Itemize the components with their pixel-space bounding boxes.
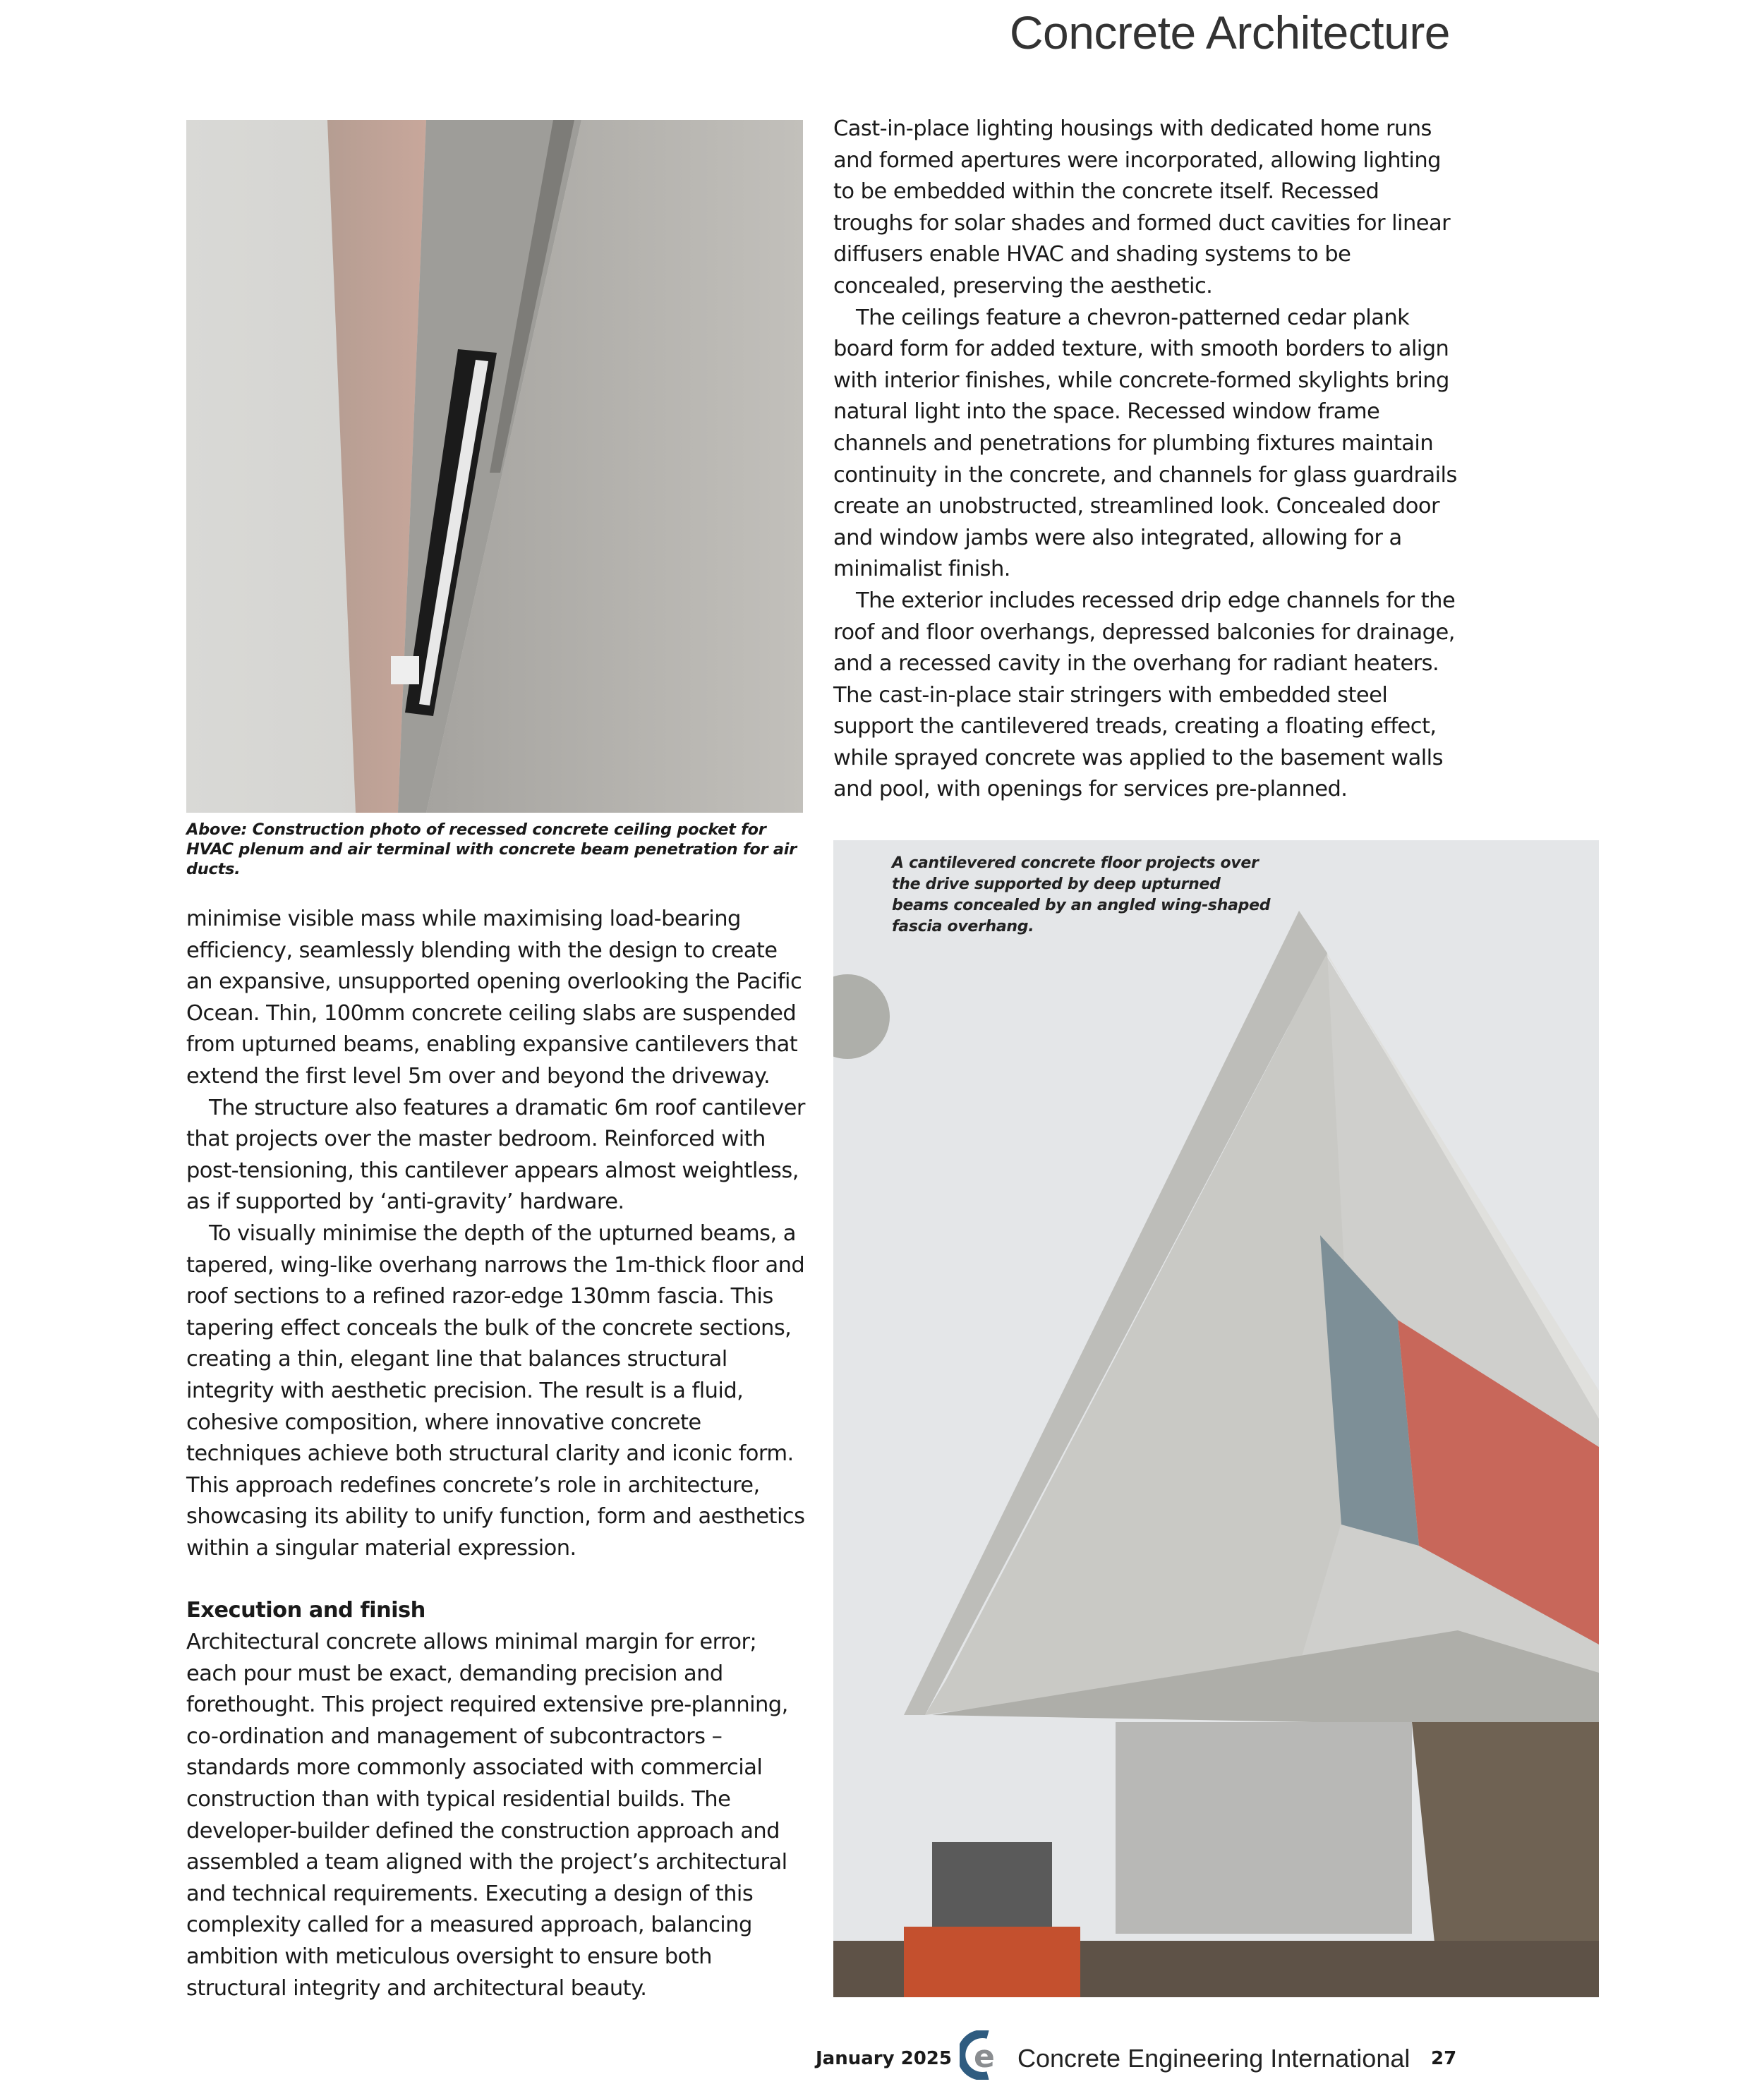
body-paragraph: The structure also features a dramatic 6m roof cantilever that projects over the master bedroom. Reinforced with post-tensioning, this cantilever appears almost weightless, as if supported by ‘anti-gravity’ hardware.	[186, 1095, 805, 1215]
body-paragraph: Cast-in-place lighting housings with dedicated home runs and formed apertures were incorporated, allowing lighting to be embedded within the concrete itself. Recessed troughs for solar shades and formed duct cavities for linear diffusers enable HVAC and shading systems to be concealed, preserving the aesthetic.	[833, 116, 1451, 298]
magazine-title: Concrete Engineering International	[1017, 2044, 1410, 2073]
body-paragraph: To visually minimise the depth of the upturned beams, a tapered, wing-like overhang narrows the 1m-thick floor and roof sections to a refined razor-edge 130mm fascia. This tapering effect conceals the bulk of the concrete sections, creating a thin, elegant line that balances structural integrity with aesthetic precision. The result is a fluid, cohesive composition, where innovative concrete techniques achieve both structural clarity and iconic form. This approach redefines concrete’s role in architecture, showcasing its ability to unify function, form and aesthetics within a singular material expression.	[186, 1220, 805, 1561]
construction-photo-ceiling-pocket	[186, 120, 803, 813]
left-column	[186, 904, 807, 2004]
right-column	[833, 114, 1461, 806]
photo-caption-top: Above: Construction photo of recessed concrete ceiling pocket for HVAC plenum and air terminal with concrete beam penetration for air ducts.	[186, 820, 797, 878]
body-paragraph: The ceilings feature a chevron-patterned cedar plank board form for added texture, with smooth borders to align with interior finishes, while concrete-formed skylights bring natural light into the space. Recessed window frame channels and penetrations for plumbing fixtures maintain continuity in the concrete, and channels for glass guardrails create an unobstructed, streamlined look. Concealed door and window jambs were also integrated, allowing for a minimalist finish.	[833, 305, 1457, 582]
issue-date: January 2025	[816, 2048, 952, 2069]
page-number: 27	[1431, 2048, 1457, 2069]
photo-caption-right: A cantilevered concrete floor projects over the drive supported by deep upturned beams concealed by an angled wing-shaped fascia overhang.	[892, 854, 1271, 935]
magazine-logo-icon	[960, 2030, 1002, 2080]
body-paragraph: Architectural concrete allows minimal margin for error; each pour must be exact, demanding precision and forethought. This project required extensive pre-planning, co-ordination and management of subcontractors – standards more commonly associated with commercial construction than with typical residential builds. The developer-builder defined the construction approach and assembled a team aligned with the project’s architectural and technical requirements. Executing a design of this complexity called for a measured approach, balancing ambition with meticulous oversight to ensure both structural integrity and architectural beauty.	[186, 1630, 788, 2001]
body-paragraph: minimise visible mass while maximising load-bearing efficiency, seamlessly blending with the design to create an expansive, unsupported opening overlooking the Pacific Ocean. Thin, 100mm concrete ceiling slabs are suspended from upturned beams, enabling expansive cantilevers that extend the first level 5m over and beyond the driveway.	[186, 907, 802, 1089]
cantilever-house-photo	[833, 840, 1599, 1997]
body-paragraph: The exterior includes recessed drip edge channels for the roof and floor overhangs, depressed balconies for drainage, and a recessed cavity in the overhang for radiant heaters. The cast-in-place stair stringers with embedded steel support the cantilevered treads, creating a floating effect, while sprayed concrete was applied to the basement walls and pool, with openings for services pre-planned.	[833, 588, 1456, 802]
section-header: Concrete Architecture	[1009, 6, 1450, 59]
section-heading: Execution and finish	[186, 1598, 425, 1623]
svg-text:e: e	[974, 2039, 995, 2075]
